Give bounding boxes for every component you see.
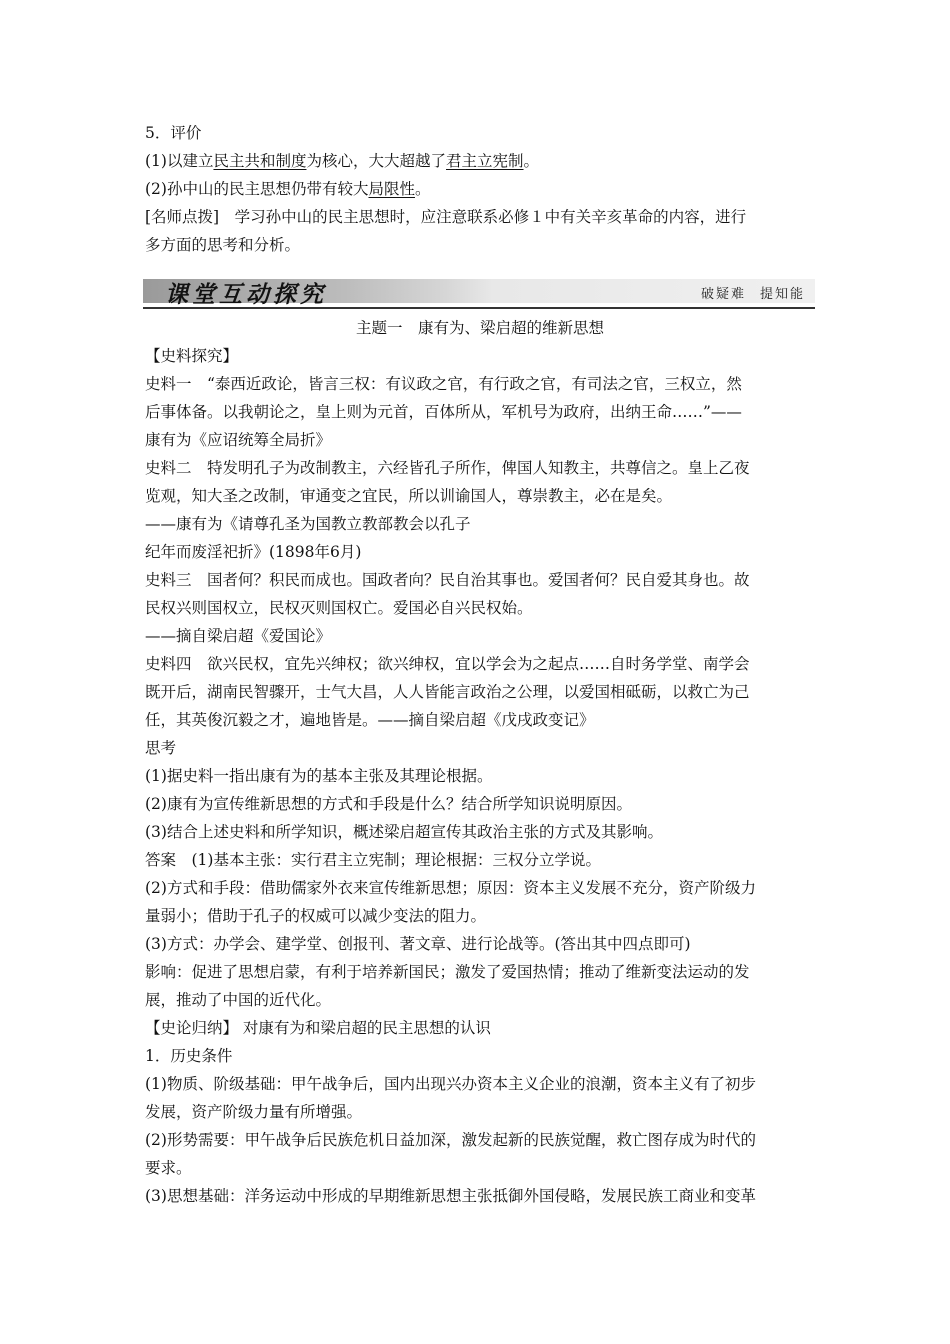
body-line: 展，推动了中国的近代化。 (145, 991, 332, 1009)
body-line: 思考 (145, 739, 177, 757)
body-line: 发展，资产阶级力量有所增强。 (145, 1103, 363, 1121)
paragraph-eval-1 (145, 151, 815, 171)
banner-tag: 提知能 (759, 287, 805, 302)
body-line: 后事体备。以我朝论之，皇上则为元首，百体所从，军机号为政府，出纳王命……”—— (145, 403, 742, 421)
body-line: 【史论归纳】 对康有为和梁启超的民主思想的认识 (145, 1019, 491, 1037)
banner-title: 课堂互动探究 (165, 281, 327, 308)
body-line: 民权兴则国权立，民权灭则国权亡。爱国必自兴民权始。 (145, 599, 533, 617)
underlined-term: 局限性 (368, 180, 415, 198)
body-line: 影响：促进了思想启蒙，有利于培养新国民；激发了爱国热情；推动了维新变法运动的发 (145, 963, 750, 981)
body-line: ——摘自梁启超《爱国论》 (145, 627, 332, 645)
body-line: 史料四 欲兴民权，宜先兴绅权；欲兴绅权，宜以学会为之起点……自时务学堂、南学会 (145, 655, 750, 673)
section-banner (143, 275, 815, 309)
body-line: 史料三 国者何？积民而成也。国政者向？民自治其事也。爱国者何？民自爱其身也。故 (145, 571, 750, 589)
heading-evaluation: 5．评价 (145, 124, 202, 142)
text: (2)孙中山的民主思想仍带有较大 (145, 180, 369, 198)
body-line: (2)康有为宣传维新思想的方式和手段是什么？结合所学知识说明原因。 (145, 795, 632, 813)
body-line: (2)形势需要：甲午战争后民族危机日益加深，激发起新的民族觉醒，救亡图存成为时代的 (145, 1131, 756, 1149)
text: (1)以建立 (145, 152, 214, 170)
paragraph-eval-2 (145, 179, 815, 199)
body-line: (1)据史料一指出康有为的基本主张及其理论根据。 (145, 767, 493, 785)
body-line: 史料二 特发明孔子为改制教主，六经皆孔子所作，俾国人知教主，共尊信之。皇上乙夜 (145, 459, 750, 477)
body-line: 史料一 “泰西近政论，皆言三权：有议政之官，有行政之官，有司法之官，三权立，然 (145, 375, 742, 393)
body-line: (3)思想基础：洋务运动中形成的早期维新思想主张抵御外国侵略，发展民族工商业和变革 (145, 1187, 756, 1205)
body-line: 任，其英俊沉毅之才，遍地皆是。——摘自梁启超《戊戌政变记》 (145, 711, 595, 729)
body-line: (2)方式和手段：借助儒家外衣来宣传维新思想；原因：资本主义发展不充分，资产阶级力 (145, 879, 756, 897)
body-line: 【史料探究】 (145, 347, 239, 365)
teacher-tip-line-1: [名师点拨] 学习孙中山的民主思想时，应注意联系必修１中有关辛亥革命的内容，进行 (145, 208, 747, 226)
text: 。 (523, 152, 540, 170)
body-line: 答案 (1)基本主张：实行君主立宪制；理论根据：三权分立学说。 (145, 851, 601, 869)
teacher-tip-line-2: 多方面的思考和分析。 (145, 236, 301, 254)
body-line: ——康有为《请尊孔圣为国教立教部教会以孔子 (145, 515, 471, 533)
body-line: 1．历史条件 (145, 1047, 233, 1065)
underlined-term: 民主共和制度 (213, 152, 307, 170)
section-title: 主题一 康有为、梁启超的维新思想 (355, 319, 604, 337)
body-line: 既开后，湖南民智骤开，士气大昌，人人皆能言政治之公理，以爱国相砥砺，以救亡为己 (145, 683, 750, 701)
body-line: (3)方式：办学会、建学堂、创报刊、著文章、进行论战等。(答出其中四点即可) (145, 935, 691, 953)
body-line: 览观，知大圣之改制，审通变之宜民，所以训谕国人，尊崇教主，必在是矣。 (145, 487, 673, 505)
banner-tag: 破疑难 (700, 287, 746, 302)
text: 为核心，大大超越了 (306, 152, 446, 170)
body-line: 康有为《应诏统筹全局折》 (145, 431, 332, 449)
body-line: (3)结合上述史料和所学知识，概述梁启超宣传其政治主张的方式及其影响。 (145, 823, 663, 841)
body-line: (1)物质、阶级基础：甲午战争后，国内出现兴办资本主义企业的浪潮，资本主义有了初步 (145, 1075, 756, 1093)
text: 。 (414, 180, 431, 198)
body-line: 要求。 (145, 1159, 192, 1177)
banner-subtitle (687, 283, 805, 302)
underlined-term: 君主立宪制 (446, 152, 524, 170)
body-line: 量弱小；借助于孔子的权威可以减少变法的阻力。 (145, 907, 487, 925)
body-line: 纪年而废淫祀折》(1898年6月) (145, 543, 362, 561)
